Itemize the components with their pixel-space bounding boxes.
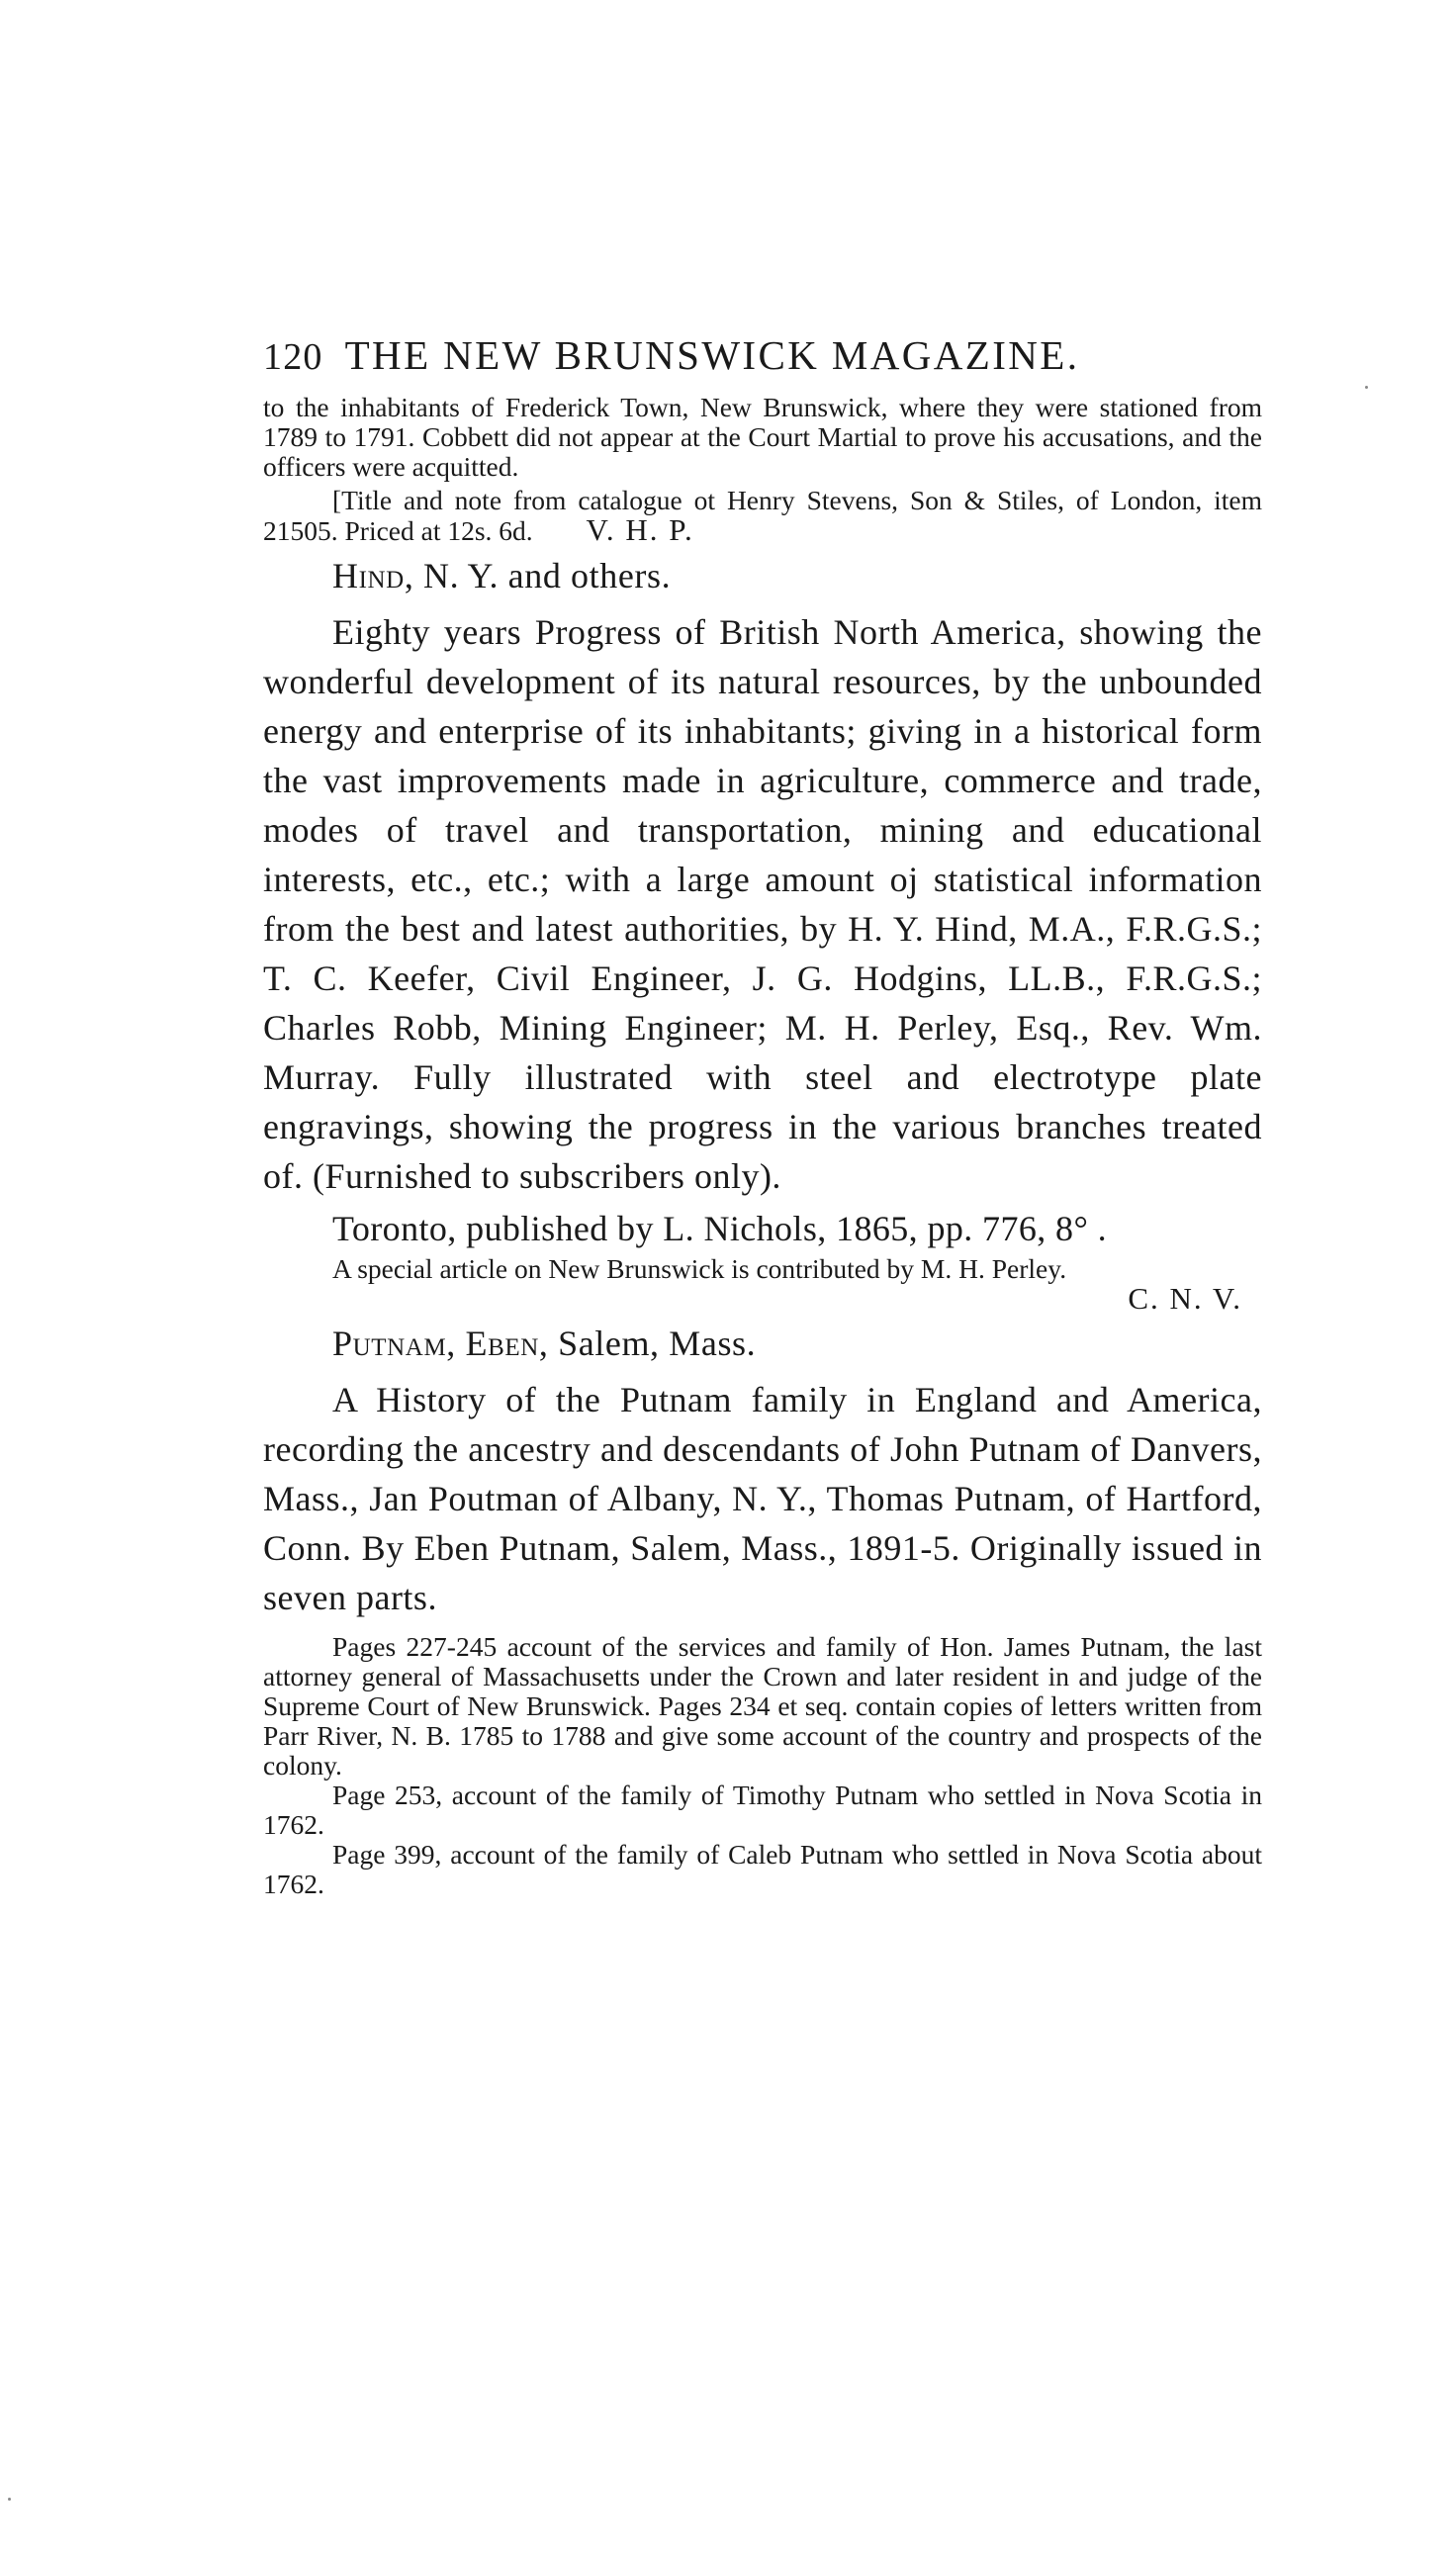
page-content — [263, 331, 1262, 1899]
publisher-line-hind: Toronto, published by L. Nichols, 1865, pp. 776, 8° . — [332, 1209, 1108, 1248]
author-rest-putnam: , Salem, Mass. — [538, 1324, 757, 1363]
scan-speck — [8, 2498, 11, 2501]
signature-row-hind — [263, 1281, 1262, 1316]
continuation-paragraph: to the inhabitants of Frederick Town, New Brunswick, where they were stationed from 1789 to 1791. Cobbett did not appear at the Court Martial to prove his accusations, and the officers were acquitted. — [263, 392, 1262, 482]
putnam-note-1: Pages 227-245 account of the services and family of Hon. James Putnam, the last attorney general of Massachusetts under the Crown and later resident in and judge of the Supreme Court of New Brunswick. Pages 234 et seq. contain copies of letters written from Parr River, N. B. 1785 to 1788 and give some account of the country and prospects of the colony. — [263, 1631, 1262, 1781]
page-number: 120 — [263, 336, 323, 378]
author-name-putnam: Putnam, Eben — [332, 1324, 539, 1363]
page-header — [263, 331, 1262, 379]
entry-note-hind: A special article on New Brunswick is contributed by M. H. Perley. — [332, 1253, 1067, 1284]
catalogue-note — [263, 486, 1262, 546]
author-surname-hind: Hind — [332, 556, 405, 595]
scan-speck — [1365, 386, 1368, 389]
entry-heading-hind — [263, 550, 1262, 601]
entry-heading-putnam — [263, 1318, 1262, 1369]
putnam-note-2: Page 253, account of the family of Timothy Putnam who settled in Nova Scotia in 1762. — [263, 1780, 1262, 1840]
entry-description-hind: Eighty years Progress of British North America, showing the wonderful development of its natural resources, by the unbounded energy and enterprise of its inhabitants; giving in a historical form the vast improvements made in agriculture, commerce and trade, modes of travel and transportation, mining and educational interests, etc., etc.; with a large amount oj statistical information from the best and latest authorities, by H. Y. Hind, M.A., F.R.G.S.; T. C. Keefer, Civil Engineer, J. G. Hodgins, LL.B., F.R.G.S.; Charles Robb, Mining Engineer; M. H. Perley, Esq., Rev. Wm. Murray. Fully illustrated with steel and electrotype plate engravings, showing the progress in the various branches treated of. (Furnished to subscribers only). — [263, 612, 1262, 1196]
running-title: THE NEW BRUNSWICK MAGAZINE. — [344, 332, 1080, 378]
signature-hind: C. N. V. — [1128, 1281, 1242, 1316]
entry-description-putnam: A History of the Putnam family in England and America, recording the ancestry and descendants of John Putnam of Danvers, Mass., Jan Poutman of Albany, N. Y., Thomas Putnam, of Hartford, Conn. By Eben Putnam, Salem, Mass., 1891-5. Originally issued in seven parts. — [263, 1380, 1262, 1617]
catalogue-note-text: [Title and note from catalogue ot Henry Stevens, Son & Stiles, of London, item 21505. Priced at 12s. 6d. — [263, 485, 1262, 546]
catalogue-note-signature: V. H. P. — [586, 512, 694, 547]
author-rest-hind: , N. Y. and others. — [404, 556, 672, 595]
putnam-note-3: Page 399, account of the family of Caleb Putnam who settled in Nova Scotia about 1762. — [263, 1839, 1262, 1899]
